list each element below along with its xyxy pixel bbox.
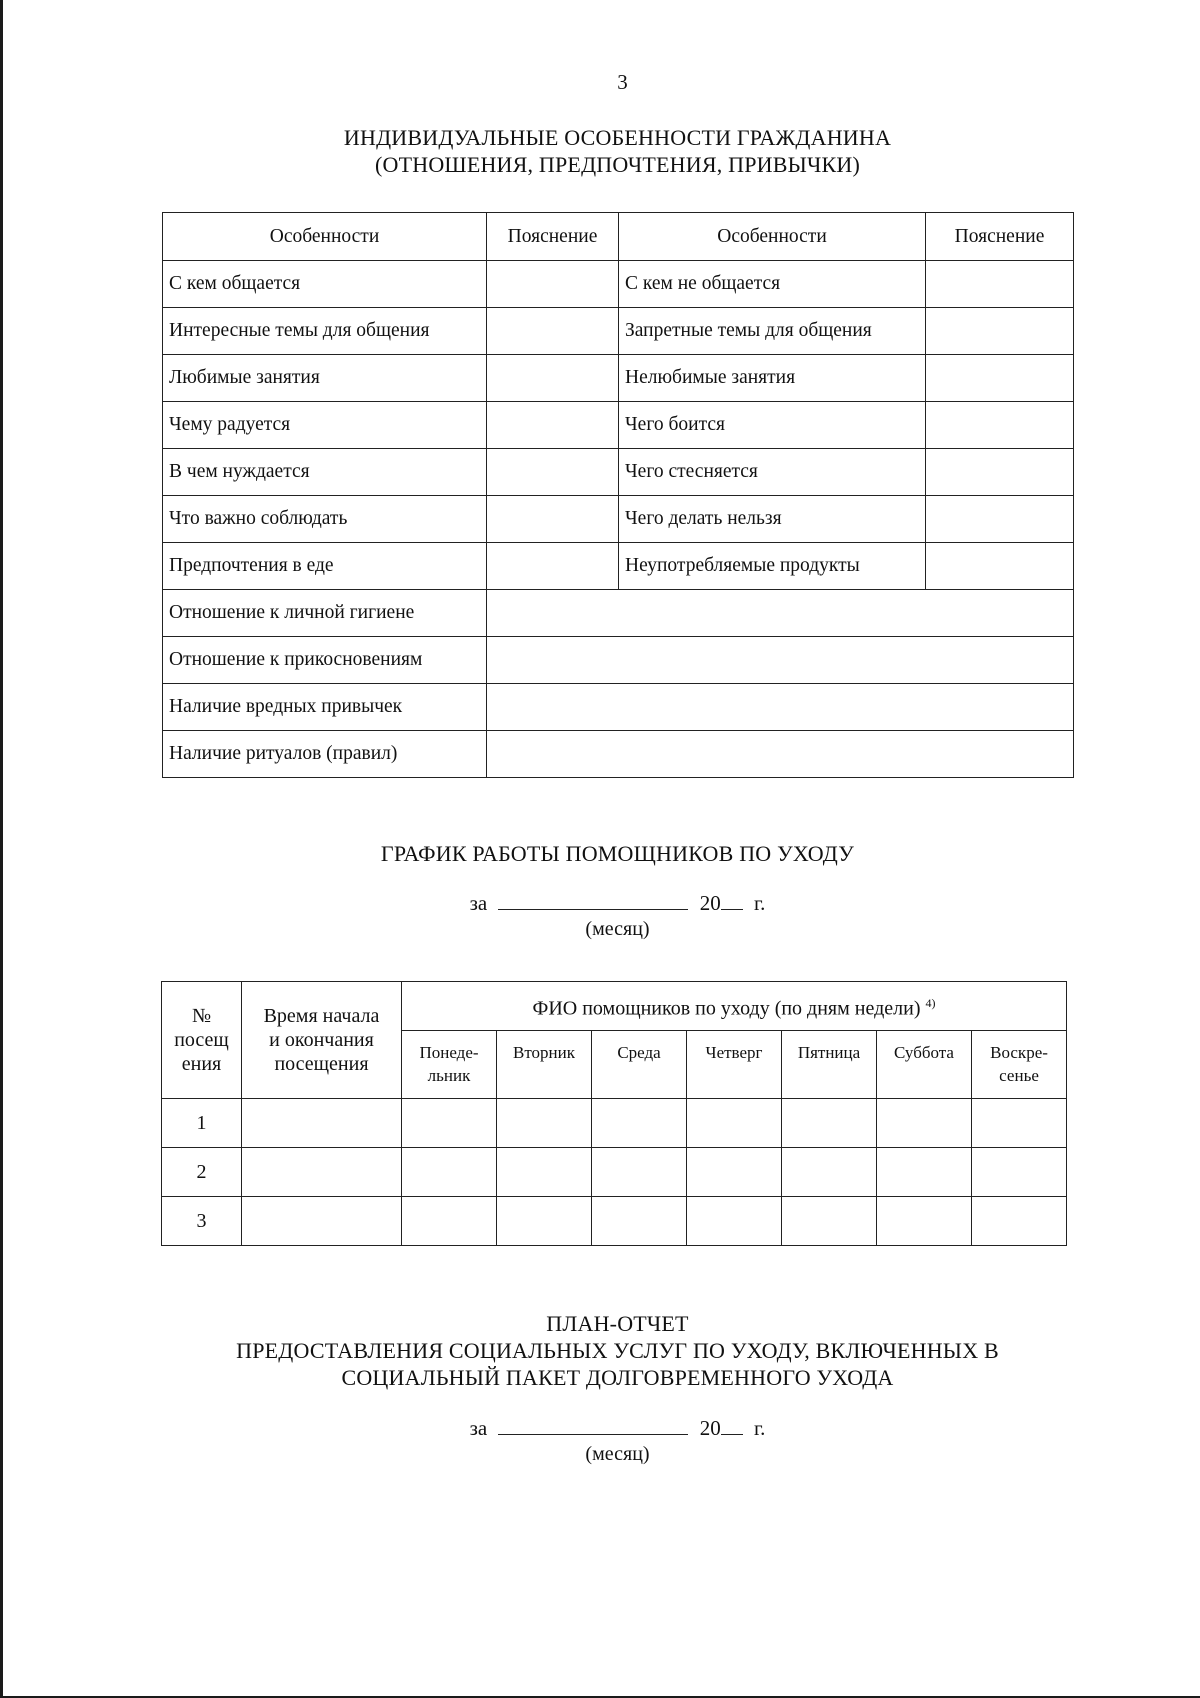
assistant-cell[interactable] [877,1197,972,1246]
explanation-cell[interactable] [487,496,619,543]
table-row [163,731,1074,778]
section1-title-line2: (ОТНОШЕНИЯ, ПРЕДПОЧТЕНИЯ, ПРИВЫЧКИ) [375,152,860,177]
month-blank[interactable] [498,891,688,910]
day-tuesday [497,1031,592,1099]
section2-title [0,840,1200,867]
table-row [163,308,1074,355]
explanation-cell[interactable] [926,402,1074,449]
table-row [162,1197,1067,1246]
day-sunday [972,1031,1067,1099]
period-year: 20 [699,1416,721,1440]
assistant-cell[interactable] [497,1148,592,1197]
explanation-cell-wide[interactable] [487,684,1074,731]
feature-label: Чему радуется [163,402,487,449]
day-label: Четверг [705,1043,763,1062]
assistant-cell[interactable] [782,1148,877,1197]
explanation-cell[interactable] [487,449,619,496]
explanation-cell-wide[interactable] [487,731,1074,778]
explanation-cell[interactable] [487,402,619,449]
feature-label: Наличие ритуалов (правил) [163,731,487,778]
header-visit-time-line: Время начала [263,1005,380,1027]
schedule-header-row [162,982,1067,1031]
table-row [162,1099,1067,1148]
section3-title-line2: ПРЕДОСТАВЛЕНИЯ СОЦИАЛЬНЫХ УСЛУГ ПО УХОДУ, ВКЛЮЧЕННЫХ В [236,1338,999,1363]
day-label: сенье [999,1066,1039,1085]
assistant-cell[interactable] [972,1099,1067,1148]
explanation-cell[interactable] [926,261,1074,308]
assistant-cell[interactable] [592,1197,687,1246]
header-explanation: Пояснение [487,213,619,261]
year-blank[interactable] [721,891,743,910]
assistant-cell[interactable] [592,1099,687,1148]
day-label: Среда [617,1043,661,1062]
month-caption: (месяц) [585,918,650,940]
explanation-cell[interactable] [926,496,1074,543]
visit-number: 1 [162,1099,242,1148]
header-visit-time [242,982,402,1099]
assistant-cell[interactable] [402,1197,497,1246]
period-year: 20 [699,891,721,915]
report-period-line [0,1416,1200,1441]
section3-title-line1: ПЛАН-ОТЧЕТ [546,1311,689,1336]
feature-label: Наличие вредных привычек [163,684,487,731]
assistant-cell[interactable] [687,1148,782,1197]
schedule-period-line [0,891,1200,916]
page-number: 3 [617,70,628,94]
features-header-row [163,213,1074,261]
assistant-cell[interactable] [497,1099,592,1148]
header-features: Особенности [163,213,487,261]
day-monday [402,1031,497,1099]
header-visit-number-line: посещ [174,1029,229,1051]
month-caption: (месяц) [585,1443,650,1465]
table-row [162,1148,1067,1197]
assistant-cell[interactable] [687,1099,782,1148]
day-thursday [687,1031,782,1099]
assistant-cell[interactable] [782,1099,877,1148]
day-label: Пятница [797,1043,861,1062]
section2-title-text: ГРАФИК РАБОТЫ ПОМОЩНИКОВ ПО УХОДУ [380,841,855,866]
visit-number: 2 [162,1148,242,1197]
header-features: Особенности [619,213,926,261]
feature-label: Предпочтения в еде [163,543,487,590]
visit-time-cell[interactable] [242,1148,402,1197]
schedule-table [161,981,1067,1246]
table-row [163,261,1074,308]
explanation-cell[interactable] [487,355,619,402]
feature-label: С кем общается [163,261,487,308]
explanation-cell[interactable] [926,543,1074,590]
explanation-cell[interactable] [487,543,619,590]
table-row [163,590,1074,637]
day-label: льник [427,1066,471,1085]
period-prefix: за [469,891,488,915]
explanation-cell-wide[interactable] [487,590,1074,637]
year-blank[interactable] [721,1416,743,1435]
table-row [163,449,1074,496]
explanation-cell[interactable] [487,261,619,308]
header-visit-number-line: № [191,1005,212,1027]
table-row [163,496,1074,543]
section1-title [0,124,1200,178]
table-row [163,543,1074,590]
period-prefix: за [469,1416,488,1440]
table-row [163,355,1074,402]
assistant-cell[interactable] [782,1197,877,1246]
feature-label: Неупотребляемые продукты [619,543,926,590]
visit-time-cell[interactable] [242,1099,402,1148]
explanation-cell[interactable] [926,449,1074,496]
feature-label: В чем нуждается [163,449,487,496]
explanation-cell[interactable] [926,308,1074,355]
assistant-cell[interactable] [497,1197,592,1246]
period-suffix: г. [753,1416,766,1440]
table-row [163,402,1074,449]
feature-label: Чего стесняется [619,449,926,496]
header-explanation: Пояснение [926,213,1074,261]
visit-time-cell[interactable] [242,1197,402,1246]
assistant-cell[interactable] [877,1099,972,1148]
explanation-cell[interactable] [926,355,1074,402]
feature-label: Отношение к прикосновениям [163,637,487,684]
section1-title-line1: ИНДИВИДУАЛЬНЫЕ ОСОБЕННОСТИ ГРАЖДАНИНА [343,125,892,150]
feature-label: Чего делать нельзя [619,496,926,543]
section3-title-line3: СОЦИАЛЬНЫЙ ПАКЕТ ДОЛГОВРЕМЕННОГО УХОДА [341,1365,894,1390]
assistant-cell[interactable] [687,1197,782,1246]
feature-label: Запретные темы для общения [619,308,926,355]
visit-number: 3 [162,1197,242,1246]
day-label: Суббота [894,1043,954,1062]
day-label: Понеде- [419,1043,479,1062]
feature-label: Интересные темы для общения [163,308,487,355]
footnote-ref: 4) [925,996,936,1011]
assistant-cell[interactable] [402,1099,497,1148]
day-friday [782,1031,877,1099]
section3-title [0,1310,1200,1391]
day-wednesday [592,1031,687,1099]
feature-label: Отношение к личной гигиене [163,590,487,637]
header-visit-time-line: посещения [274,1053,369,1075]
assistant-cell[interactable] [972,1197,1067,1246]
table-row [163,684,1074,731]
header-visit-number [162,982,242,1099]
feature-label: Нелюбимые занятия [619,355,926,402]
explanation-cell[interactable] [487,308,619,355]
day-saturday [877,1031,972,1099]
explanation-cell-wide[interactable] [487,637,1074,684]
day-label: Вторник [513,1043,575,1062]
assistant-cell[interactable] [402,1148,497,1197]
assistant-cell[interactable] [592,1148,687,1197]
header-visit-number-line: ения [181,1053,222,1075]
feature-label: Что важно соблюдать [163,496,487,543]
assistant-cell[interactable] [972,1148,1067,1197]
month-blank[interactable] [498,1416,688,1435]
feature-label: С кем не общается [619,261,926,308]
header-assistants [402,982,1067,1031]
period-suffix: г. [753,891,766,915]
header-assistants-text: ФИО помощников по уходу (по дням недели) [532,997,921,1020]
header-visit-time-line: и окончания [269,1029,374,1051]
feature-label: Чего боится [619,402,926,449]
assistant-cell[interactable] [877,1148,972,1197]
features-table [162,212,1074,778]
table-row [163,637,1074,684]
day-label: Воскре- [990,1043,1048,1062]
feature-label: Любимые занятия [163,355,487,402]
